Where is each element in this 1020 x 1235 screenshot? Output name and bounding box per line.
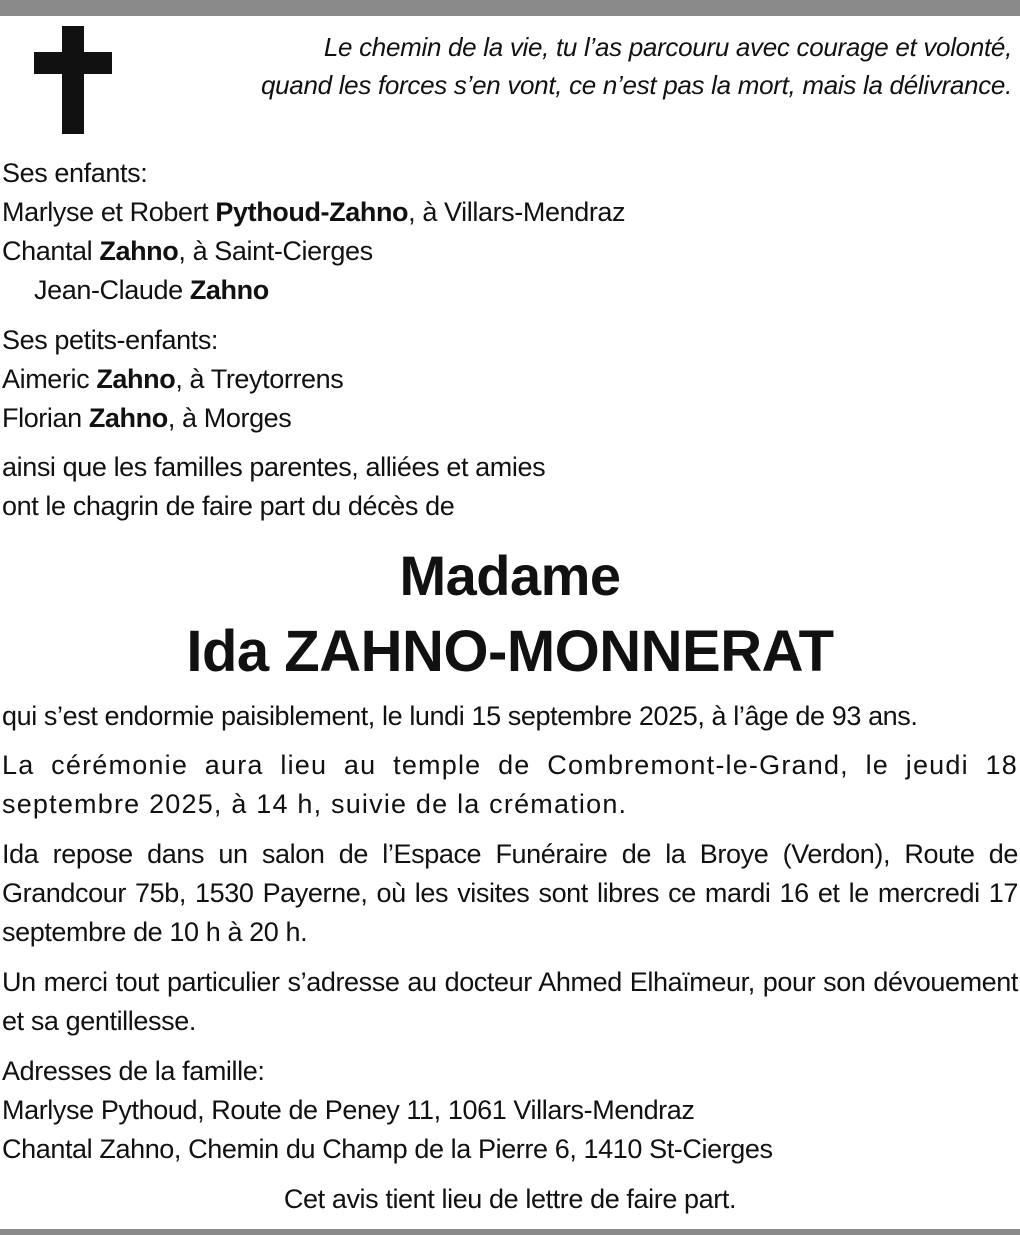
bottom-border-rule — [0, 1229, 1020, 1235]
ceremony-paragraph: La cérémonie aura lieu au temple de Combremont-le-Grand, le jeudi 18 septembre 2025, à 14 h, suivie de la crémation. — [2, 750, 1018, 819]
passing-text: qui s’est endormie paisiblement, le lundi 15 septembre 2025, à l’âge de 93 ans. — [2, 701, 918, 731]
address-line: Chantal Zahno, Chemin du Champ de la Pierre 6, 1410 St-Cierges — [2, 1134, 773, 1164]
child-entry: Marlyse et Robert Pythoud-Zahno, à Villars-Mendraz — [2, 197, 626, 227]
grandchildren-section — [2, 321, 1018, 438]
addresses-heading: Adresses de la famille: — [2, 1056, 265, 1086]
deceased-name: Ida ZAHNO-MONNERAT — [186, 619, 834, 684]
grandchild-entry: Aimeric Zahno, à Treytorrens — [2, 364, 344, 394]
epitaph-quote — [152, 28, 1012, 104]
grandchild-entry: Florian Zahno, à Morges — [2, 403, 292, 433]
address-line: Marlyse Pythoud, Route de Peney 11, 1061 Villars-Mendraz — [2, 1095, 695, 1125]
family-addresses — [2, 1052, 1018, 1169]
grandchildren-heading: Ses petits-enfants: — [2, 325, 219, 355]
quote-line-2: quand les forces s’en vont, ce n’est pas la mort, mais la délivrance. — [260, 70, 1012, 100]
top-border-rule — [0, 0, 1020, 16]
children-heading: Ses enfants: — [2, 158, 148, 188]
child-entry: Chantal Zahno, à Saint-Cierges — [2, 236, 373, 266]
deceased-title: Madame — [399, 544, 621, 607]
children-section — [2, 154, 1018, 310]
announcement-text — [2, 448, 1018, 526]
child-entry: Jean-Claude Zahno — [34, 275, 269, 305]
passing-paragraph — [2, 697, 1018, 736]
announcement-line-1: ainsi que les familles parentes, alliées et amies — [2, 452, 546, 482]
thanks-paragraph: Un merci tout particulier s’adresse au docteur Ahmed Elhaïmeur, pour son dévouement et sa gentillesse. — [2, 967, 1018, 1036]
rest-paragraph: Ida repose dans un salon de l’Espace Funéraire de la Broye (Verdon), Route de Grandcour 75b, 1530 Payerne, où les visites sont libres ce mardi 16 et le mercredi 17 septembre de 10 h à 20 h. — [2, 839, 1018, 947]
announcement-line-2: ont le chagrin de faire part du décès de — [2, 491, 455, 521]
quote-line-1: Le chemin de la vie, tu l’as parcouru avec courage et volonté, — [323, 32, 1012, 62]
footer-note: Cet avis tient lieu de lettre de faire part. — [283, 1184, 737, 1214]
cross-icon — [34, 26, 112, 134]
